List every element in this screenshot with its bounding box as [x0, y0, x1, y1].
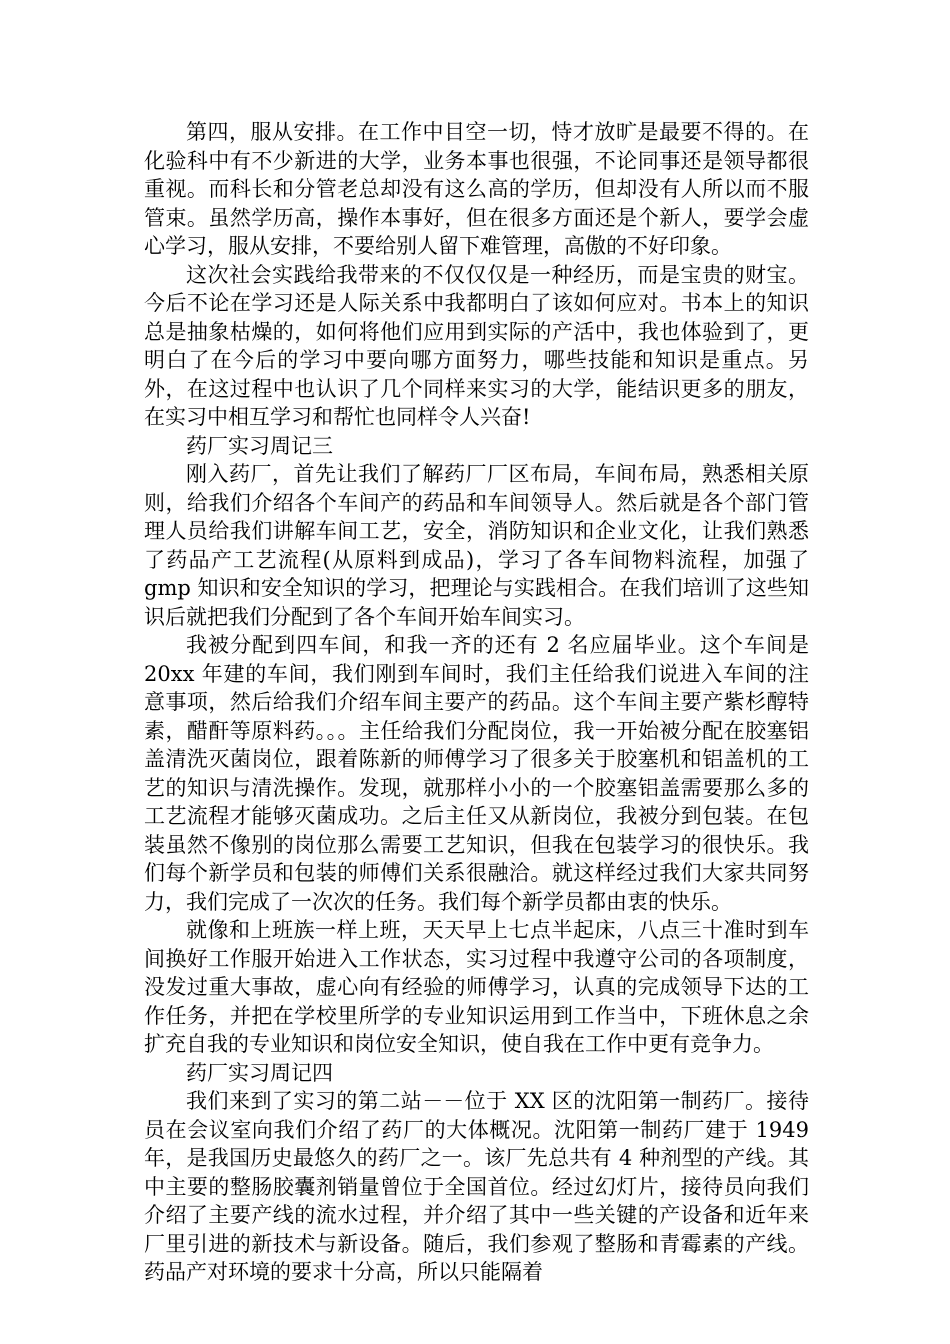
section-heading-week-four: 药厂实习周记四 — [186, 1060, 333, 1085]
section-heading-week-three: 药厂实习周记三 — [186, 433, 333, 458]
paragraph-entering-factory: 刚入药厂，首先让我们了解药厂厂区布局，车间布局，熟悉相关原则，给我们介绍各个车间产的药品和车间领导人。然后就是各个部门管理人员给我们讲解车间工艺，安全，消防知识和企业文化，让我们熟悉了药品产工艺流程(从原料到成品)，学习了各车间物料流程，加强了 gmp 知识和安全知识的学习，把理论与实践相合。在我们培训了这些知识后就把我们分配到了各个车间开始车间实习。 — [144, 462, 809, 629]
document-body — [144, 118, 809, 1287]
paragraph-workshop-four: 我被分配到四车间，和我一齐的还有 2 名应届毕业。这个车间是 20xx 年建的车间，我们刚到车间时，我们主任给我们说进入车间的注意事项，然后给我们介绍车间主要产的药品。这个车间主要产紫杉醇特素，醋酐等原料药。。。主任给我们分配岗位，我一开始被分配在胶塞铝盖清洗灭菌岗位，跟着陈新的师傅学习了很多关于胶塞机和铝盖机的工艺的知识与清洗操作。发现，就那样小小的一个胶塞铝盖需要那么多的工艺流程才能够灭菌成功。之后主任又从新岗位，我被分到包装。在包装虽然不像别的岗位那么需要工艺知识，但我在包装学习的很快乐。我们每个新学员和包装的师傅们关系很融洽。就这样经过我们大家共同努力，我们完成了一次次的任务。我们每个新学员都由衷的快乐。 — [144, 633, 809, 914]
paragraph-social-practice: 这次社会实践给我带来的不仅仅仅是一种经历，而是宝贵的财宝。今后不论在学习还是人际关系中我都明白了该如何应对。书本上的知识总是抽象枯燥的，如何将他们应用到实际的产活中，我也体验到了，更明白了在今后的学习中要向哪方面努力，哪些技能和知识是重点。另外，在这过程中也认识了几个同样来实习的大学，能结识更多的朋友，在实习中相互学习和帮忙也同样令人兴奋! — [144, 262, 809, 429]
paragraph-obey-arrangements: 第四，服从安排。在工作中目空一切，恃才放旷是最要不得的。在化验科中有不少新进的大学，业务本事也很强，不论同事还是领导都很重视。而科长和分管老总却没有这么高的学历，但却没有人所以而不服管束。虽然学历高，操作本事好，但在很多方面还是个新人，要学会虚心学习，服从安排，不要给别人留下难管理，高傲的不好印象。 — [144, 120, 809, 258]
paragraph-daily-work: 就像和上班族一样上班，天天早上七点半起床，八点三十准时到车间换好工作服开始进入工作状态，实习过程中我遵守公司的各项制度，没发过重大事故，虚心向有经验的师傅学习，认真的完成领导下达的工作任务，并把在学校里所学的专业知识运用到工作当中，下班休息之余扩充自我的专业知识和岗位安全知识，使自我在工作中更有竞争力。 — [144, 918, 809, 1056]
paragraph-second-station: 我们来到了实习的第二站－－位于 XX 区的沈阳第一制药厂。接待员在会议室向我们介绍了药厂的大体概况。沈阳第一制药厂建于 1949 年，是我国历史最悠久的药厂之一。该厂先总共有 4 种剂型的产线。其中主要的整肠胶囊剂销量曾位于全国首位。经过幻灯片，接待员向我们介绍了主要产线的流水过程，并介绍了其中一些关键的产设备和近年来厂里引进的新技术与新设备。随后，我们参观了整肠和青霉素的产线。药品产对环境的要求十分高，所以只能隔着 — [144, 1089, 809, 1284]
